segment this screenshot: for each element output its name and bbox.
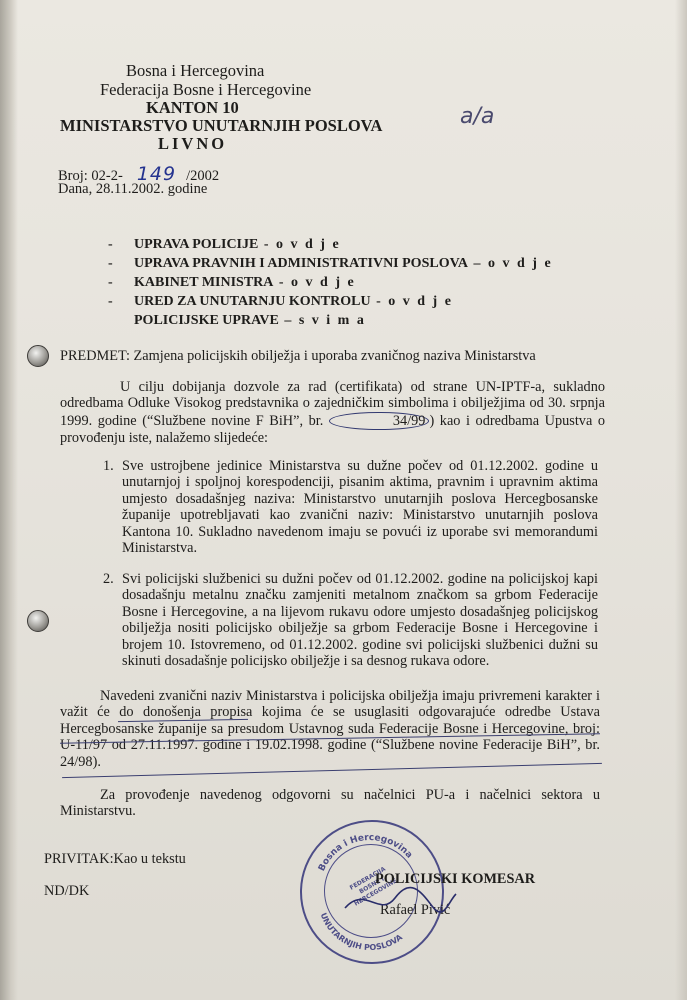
broj-year: /2002 xyxy=(186,168,220,184)
header-federation: Federacija Bosne i Hercegovine xyxy=(100,80,312,99)
header-country: Bosna i Hercegovina xyxy=(126,61,265,80)
intro-paragraph: U cilju dobijanja dozvole za rad (certifikata) od strane UN-IPTF-a, sukladno odredbama Odluke Visokog predstavnika o zajedničkim simbolima i obilježjima od 30. srpnja 1999. godine (“Službene novine F BiH”, br. 34/99 ) kao i odredbama Upustva o provođenju iste, nalažemo slijedeće: xyxy=(60,379,606,447)
svg-text:Bosna i Hercegovina xyxy=(317,833,414,873)
item-number: 2. xyxy=(103,571,114,587)
recipient-item: POLICIJSKE UPRAVE – s v i m a xyxy=(134,313,366,328)
subject-text: Zamjena policijskih obilježja i uporaba zvaničnog naziva Ministarstva xyxy=(129,348,536,364)
binder-ring-icon xyxy=(27,345,49,367)
binder-ring-icon xyxy=(27,610,49,632)
item-text: Svi policijski službenici su dužni počev od 01.12.2002. godine na policijskoj kapi dosadašnju metalnu značku zamjeniti metalnom značkom sa grbom Federacije Bosne i Hercegovine, a na lijevom rukavu odore umjesto dosadašnjeg policijskog obilježja nositi policijsko obilježje sa grbom Federacije Bosne i Hercegovine i brojem 10. Istovremeno, od 01.12.2002. godine svi policijski službenici dužni su skinuti dosadašnje policijsko obilježje i sa desnog rukava odore. xyxy=(122,571,598,670)
recipient-item: - UPRAVA POLICIJE - o v d j e xyxy=(108,237,341,252)
subject-line xyxy=(60,348,536,365)
recipient-item: - KABINET MINISTRA - o v d j e xyxy=(108,275,356,290)
signature-name: Rafael Pivić xyxy=(380,902,451,918)
handwritten-signature xyxy=(340,880,460,920)
page-curl-shadow xyxy=(0,0,18,1000)
closing-paragraph: Navedeni zvanični naziv Ministarstva i policijska obilježja imaju privremeni karakter i važit će do donošenja propisa kojima će se usuglasiti odgovarajuće odredbe Ustava Hercegbosanske županije sa presudom Ustavnog suda Federacije Bosne i Hercegovine, broj: U-11/97 od 27.11.1997. godine i 19.02.1998. godine (“Službene novine Federacije BiH”, br. 24/98). xyxy=(60,688,600,770)
broj-prefix: Broj: 02-2- xyxy=(58,168,123,184)
item-text: Sve ustrojbene jedinice Ministarstva su dužne počev od 01.12.2002. godine u unutarnjoj i spoljnoj korespodenciji, pisanim aktima, pravnim i upravnim aktima umjesto dosadašnjeg naziva: Ministarstvo unutarnjih poslova Hercegbosanske županije upotrebljavati kao zvanični naziv: Ministarstvo unutarnjih poslova Kantona 10. Sukladno navedenom imaju se povući iz uporabe svi memorandumi Ministarstva. xyxy=(122,458,598,557)
attachment-note: PRIVITAK:Kao u tekstu xyxy=(44,851,186,867)
recipient-item: - URED ZA UNUTARNJU KONTROLU - o v d j e xyxy=(108,294,453,309)
stamp-inner-text: FEDERACIJA BOSNE I HERCEGOVINE xyxy=(348,865,399,908)
page-edge-shadow xyxy=(675,0,687,1000)
broj-handwritten-number: 149 xyxy=(136,163,177,185)
circled-reference: 34/99 xyxy=(329,412,430,430)
header-city: LIVNO xyxy=(158,134,228,153)
item-number: 1. xyxy=(103,458,114,474)
header-canton: KANTON 10 xyxy=(146,98,239,117)
subject-label: PREDMET: xyxy=(60,348,130,364)
handwritten-mark: a/a xyxy=(460,104,495,129)
signature-title: POLICIJSKI KOMESAR xyxy=(375,871,536,887)
initials: ND/DK xyxy=(44,883,90,899)
recipient-item: - UPRAVA PRAVNIH I ADMINISTRATIVNI POSLOVA – o v d j e xyxy=(108,256,553,271)
stamp-bottom-text: UNUTARNJIH POSLOVA xyxy=(318,911,405,953)
document-date: Dana, 28.11.2002. godine xyxy=(58,181,208,197)
header-ministry: MINISTARSTVO UNUTARNJIH POSLOVA xyxy=(60,116,383,135)
stamp-top-text: Bosna i Hercegovina xyxy=(317,832,415,873)
responsibility-paragraph: Za provođenje navedenog odgovorni su načelnici PU-a i načelnici sektora u Ministarstvu. xyxy=(60,787,600,820)
